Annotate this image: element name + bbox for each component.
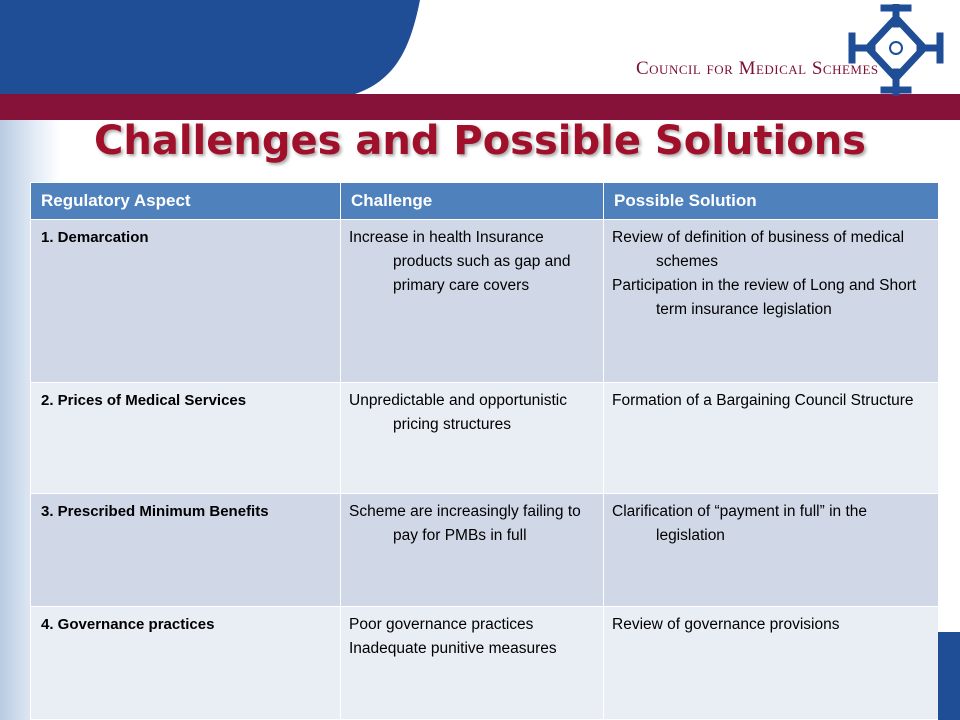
solution-text: Review of definition of business of medical schemes <box>612 229 905 270</box>
aspect-cell: 4. Governance practices <box>31 607 341 720</box>
solution-text: Formation of a Bargaining Council Structure <box>612 392 914 409</box>
page-title: Challenges and Possible Solutions <box>94 118 866 164</box>
navy-header-shape <box>0 0 420 94</box>
solution-text: Review of governance provisions <box>612 616 840 633</box>
aspect-cell: 3. Prescribed Minimum Benefits <box>31 494 341 607</box>
challenge-cell <box>341 607 604 720</box>
challenge-text: Scheme are increasingly failing to pay for PMBs in full <box>349 503 581 544</box>
solution-cell <box>604 494 939 607</box>
header-regulatory-aspect: Regulatory Aspect <box>31 183 341 220</box>
aspect-cell: 1. Demarcation <box>31 220 341 383</box>
table-header-row <box>31 183 939 220</box>
solution-text: Participation in the review of Long and Short term insurance legislation <box>612 277 917 318</box>
solution-cell <box>604 220 939 383</box>
aspect-cell: 2. Prices of Medical Services <box>31 383 341 494</box>
solution-text: Clarification of “payment in full” in the legislation <box>612 503 868 544</box>
solution-cell <box>604 607 939 720</box>
brand-name: Council for Medical Schemes <box>636 58 879 79</box>
challenges-table <box>30 182 939 720</box>
challenge-cell <box>341 494 604 607</box>
table-row <box>31 220 939 383</box>
header-challenge: Challenge <box>341 183 604 220</box>
maroon-stripe <box>0 94 960 120</box>
solution-cell <box>604 383 939 494</box>
challenge-text: Increase in health Insurance products such as gap and primary care covers <box>349 229 571 294</box>
challenge-cell <box>341 220 604 383</box>
challenge-text: Inadequate punitive measures <box>349 640 557 657</box>
challenge-cell <box>341 383 604 494</box>
table-row <box>31 494 939 607</box>
right-accent-bar <box>938 632 960 720</box>
challenge-text: Poor governance practices <box>349 616 534 633</box>
cms-logo-icon <box>846 4 946 96</box>
header-possible-solution: Possible Solution <box>604 183 939 220</box>
table-row <box>31 607 939 720</box>
challenge-text: Unpredictable and opportunistic pricing structures <box>349 392 567 433</box>
table-row <box>31 383 939 494</box>
